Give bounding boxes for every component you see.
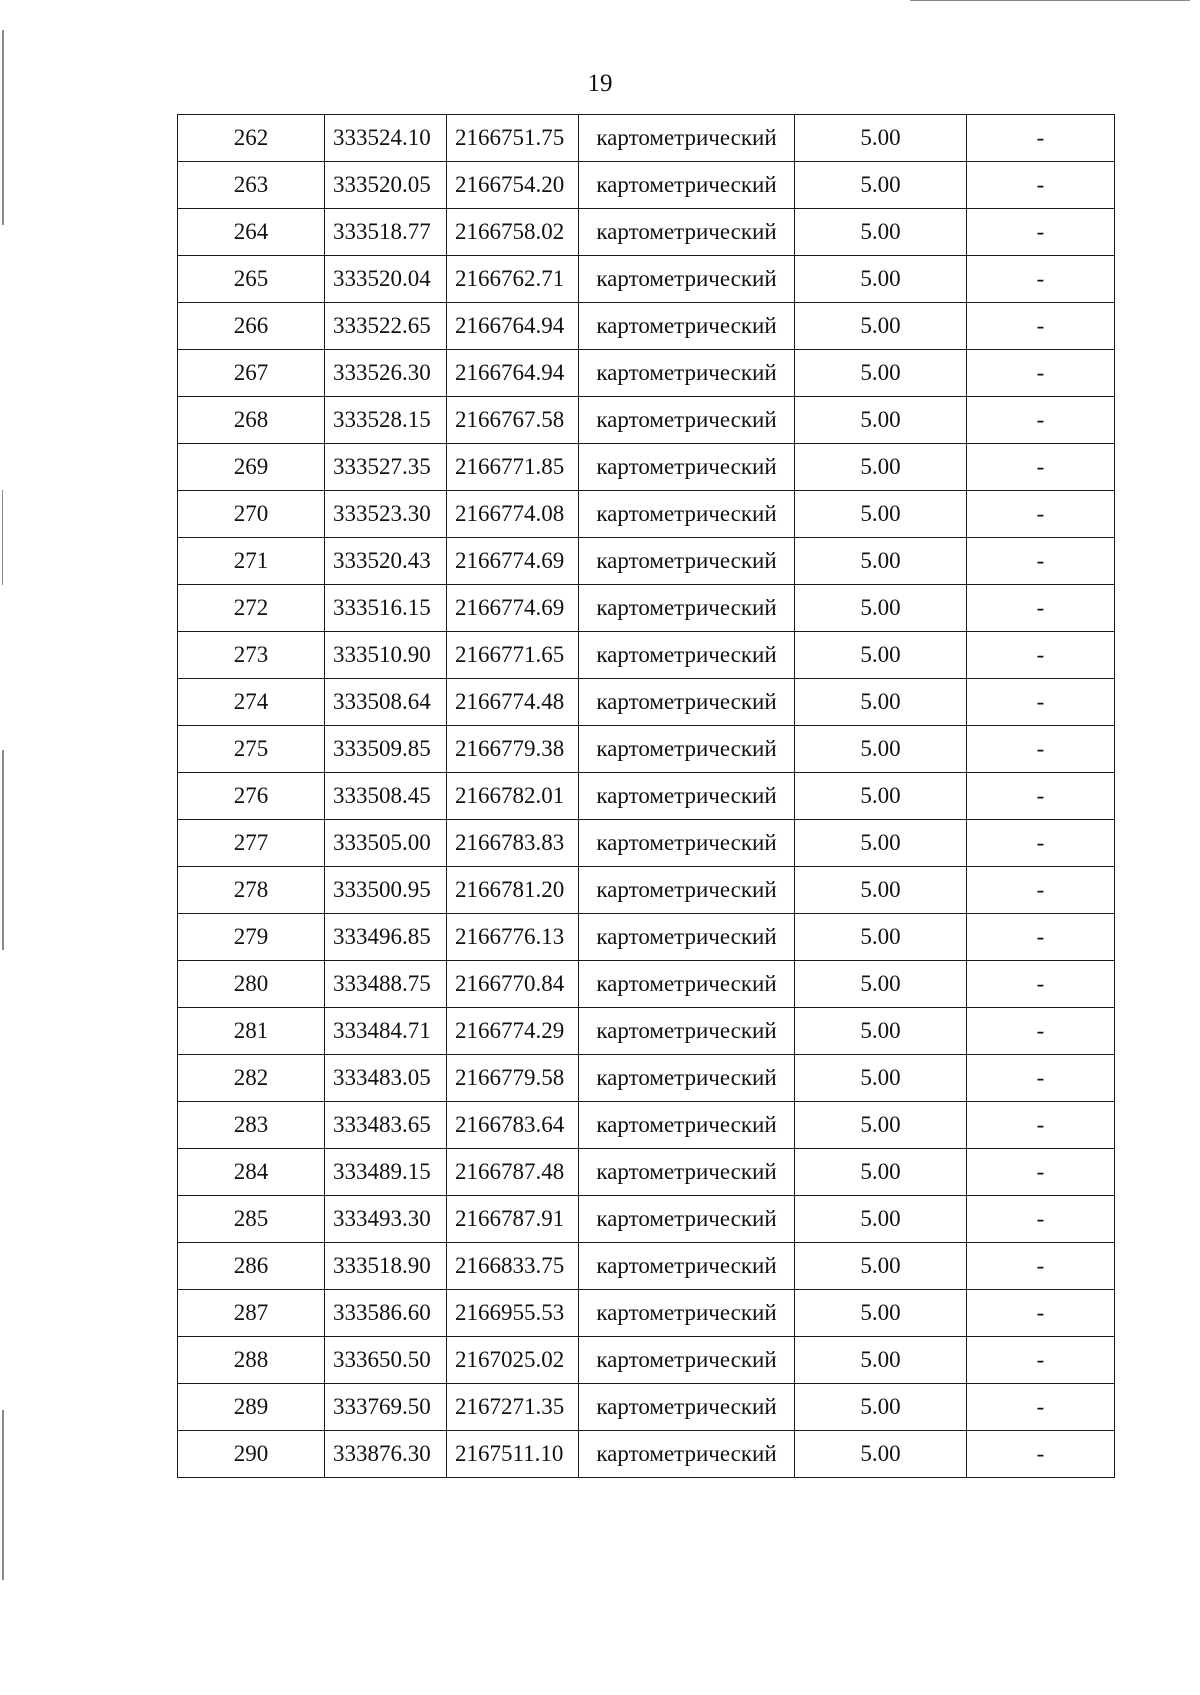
accuracy-cell: 5.00 [795, 679, 967, 726]
method-cell: картометрический [579, 820, 795, 867]
x-coordinate-cell: 333488.75 [325, 961, 447, 1008]
note-cell: - [967, 397, 1115, 444]
y-coordinate-cell: 2166751.75 [447, 115, 579, 162]
note-cell: - [967, 538, 1115, 585]
x-coordinate-cell: 333500.95 [325, 867, 447, 914]
point-number-cell: 271 [178, 538, 325, 585]
note-cell: - [967, 867, 1115, 914]
scan-edge-mark [2, 30, 4, 225]
method-cell: картометрический [579, 961, 795, 1008]
method-cell: картометрический [579, 773, 795, 820]
note-cell: - [967, 256, 1115, 303]
point-number-cell: 272 [178, 585, 325, 632]
point-number-cell: 279 [178, 914, 325, 961]
note-cell: - [967, 1290, 1115, 1337]
accuracy-cell: 5.00 [795, 1243, 967, 1290]
point-number-cell: 265 [178, 256, 325, 303]
x-coordinate-cell: 333650.50 [325, 1337, 447, 1384]
method-cell: картометрический [579, 538, 795, 585]
accuracy-cell: 5.00 [795, 632, 967, 679]
note-cell: - [967, 679, 1115, 726]
y-coordinate-cell: 2166781.20 [447, 867, 579, 914]
accuracy-cell: 5.00 [795, 867, 967, 914]
table-row [178, 867, 1115, 914]
x-coordinate-cell: 333505.00 [325, 820, 447, 867]
table-row [178, 1431, 1115, 1478]
note-cell: - [967, 1243, 1115, 1290]
y-coordinate-cell: 2166774.29 [447, 1008, 579, 1055]
note-cell: - [967, 1384, 1115, 1431]
x-coordinate-cell: 333489.15 [325, 1149, 447, 1196]
point-number-cell: 268 [178, 397, 325, 444]
point-number-cell: 285 [178, 1196, 325, 1243]
note-cell: - [967, 726, 1115, 773]
note-cell: - [967, 209, 1115, 256]
x-coordinate-cell: 333508.64 [325, 679, 447, 726]
point-number-cell: 273 [178, 632, 325, 679]
accuracy-cell: 5.00 [795, 444, 967, 491]
method-cell: картометрический [579, 350, 795, 397]
table-row [178, 397, 1115, 444]
note-cell: - [967, 1337, 1115, 1384]
y-coordinate-cell: 2166779.38 [447, 726, 579, 773]
x-coordinate-cell: 333522.65 [325, 303, 447, 350]
x-coordinate-cell: 333509.85 [325, 726, 447, 773]
method-cell: картометрический [579, 303, 795, 350]
x-coordinate-cell: 333493.30 [325, 1196, 447, 1243]
y-coordinate-cell: 2166833.75 [447, 1243, 579, 1290]
accuracy-cell: 5.00 [795, 820, 967, 867]
x-coordinate-cell: 333520.04 [325, 256, 447, 303]
accuracy-cell: 5.00 [795, 1431, 967, 1478]
accuracy-cell: 5.00 [795, 1008, 967, 1055]
point-number-cell: 264 [178, 209, 325, 256]
accuracy-cell: 5.00 [795, 491, 967, 538]
point-number-cell: 287 [178, 1290, 325, 1337]
table-row [178, 538, 1115, 585]
note-cell: - [967, 961, 1115, 1008]
accuracy-cell: 5.00 [795, 303, 967, 350]
point-number-cell: 290 [178, 1431, 325, 1478]
accuracy-cell: 5.00 [795, 350, 967, 397]
method-cell: картометрический [579, 1384, 795, 1431]
scan-edge-mark [910, 0, 1190, 1]
table-row [178, 1290, 1115, 1337]
note-cell: - [967, 914, 1115, 961]
method-cell: картометрический [579, 1102, 795, 1149]
point-number-cell: 289 [178, 1384, 325, 1431]
x-coordinate-cell: 333586.60 [325, 1290, 447, 1337]
note-cell: - [967, 1102, 1115, 1149]
accuracy-cell: 5.00 [795, 397, 967, 444]
note-cell: - [967, 820, 1115, 867]
x-coordinate-cell: 333526.30 [325, 350, 447, 397]
accuracy-cell: 5.00 [795, 209, 967, 256]
point-number-cell: 269 [178, 444, 325, 491]
y-coordinate-cell: 2167511.10 [447, 1431, 579, 1478]
method-cell: картометрический [579, 115, 795, 162]
point-number-cell: 286 [178, 1243, 325, 1290]
y-coordinate-cell: 2166783.64 [447, 1102, 579, 1149]
note-cell: - [967, 444, 1115, 491]
point-number-cell: 278 [178, 867, 325, 914]
table-row [178, 1008, 1115, 1055]
page-number: 19 [587, 70, 613, 97]
x-coordinate-cell: 333520.43 [325, 538, 447, 585]
method-cell: картометрический [579, 1243, 795, 1290]
method-cell: картометрический [579, 867, 795, 914]
accuracy-cell: 5.00 [795, 115, 967, 162]
table-row [178, 1196, 1115, 1243]
note-cell: - [967, 491, 1115, 538]
accuracy-cell: 5.00 [795, 773, 967, 820]
y-coordinate-cell: 2166774.69 [447, 585, 579, 632]
table-row [178, 961, 1115, 1008]
accuracy-cell: 5.00 [795, 1337, 967, 1384]
y-coordinate-cell: 2166758.02 [447, 209, 579, 256]
accuracy-cell: 5.00 [795, 914, 967, 961]
table-row [178, 1055, 1115, 1102]
x-coordinate-cell: 333518.90 [325, 1243, 447, 1290]
table-row [178, 350, 1115, 397]
y-coordinate-cell: 2166774.48 [447, 679, 579, 726]
note-cell: - [967, 1149, 1115, 1196]
accuracy-cell: 5.00 [795, 538, 967, 585]
point-number-cell: 274 [178, 679, 325, 726]
point-number-cell: 275 [178, 726, 325, 773]
x-coordinate-cell: 333483.65 [325, 1102, 447, 1149]
point-number-cell: 280 [178, 961, 325, 1008]
point-number-cell: 262 [178, 115, 325, 162]
method-cell: картометрический [579, 1196, 795, 1243]
table-row [178, 1337, 1115, 1384]
accuracy-cell: 5.00 [795, 162, 967, 209]
method-cell: картометрический [579, 585, 795, 632]
scan-edge-mark [2, 490, 3, 585]
table-row [178, 679, 1115, 726]
accuracy-cell: 5.00 [795, 1102, 967, 1149]
table-body [178, 115, 1115, 1478]
table-row [178, 444, 1115, 491]
scan-edge-mark [2, 1410, 4, 1580]
y-coordinate-cell: 2166770.84 [447, 961, 579, 1008]
scan-edge-mark [2, 750, 4, 950]
y-coordinate-cell: 2166787.91 [447, 1196, 579, 1243]
point-number-cell: 288 [178, 1337, 325, 1384]
x-coordinate-cell: 333876.30 [325, 1431, 447, 1478]
table-row [178, 1102, 1115, 1149]
accuracy-cell: 5.00 [795, 1149, 967, 1196]
y-coordinate-cell: 2166771.85 [447, 444, 579, 491]
coordinates-table [177, 114, 1115, 1478]
note-cell: - [967, 1196, 1115, 1243]
accuracy-cell: 5.00 [795, 961, 967, 1008]
y-coordinate-cell: 2166764.94 [447, 303, 579, 350]
y-coordinate-cell: 2166955.53 [447, 1290, 579, 1337]
accuracy-cell: 5.00 [795, 1055, 967, 1102]
note-cell: - [967, 1431, 1115, 1478]
method-cell: картометрический [579, 256, 795, 303]
table-row [178, 1384, 1115, 1431]
y-coordinate-cell: 2166783.83 [447, 820, 579, 867]
accuracy-cell: 5.00 [795, 585, 967, 632]
x-coordinate-cell: 333769.50 [325, 1384, 447, 1431]
x-coordinate-cell: 333523.30 [325, 491, 447, 538]
x-coordinate-cell: 333520.05 [325, 162, 447, 209]
note-cell: - [967, 585, 1115, 632]
x-coordinate-cell: 333518.77 [325, 209, 447, 256]
note-cell: - [967, 162, 1115, 209]
point-number-cell: 282 [178, 1055, 325, 1102]
y-coordinate-cell: 2166774.08 [447, 491, 579, 538]
table-row [178, 820, 1115, 867]
x-coordinate-cell: 333527.35 [325, 444, 447, 491]
y-coordinate-cell: 2166776.13 [447, 914, 579, 961]
y-coordinate-cell: 2166771.65 [447, 632, 579, 679]
y-coordinate-cell: 2166754.20 [447, 162, 579, 209]
point-number-cell: 263 [178, 162, 325, 209]
y-coordinate-cell: 2167025.02 [447, 1337, 579, 1384]
x-coordinate-cell: 333510.90 [325, 632, 447, 679]
x-coordinate-cell: 333484.71 [325, 1008, 447, 1055]
table-row [178, 256, 1115, 303]
method-cell: картометрический [579, 914, 795, 961]
note-cell: - [967, 1055, 1115, 1102]
method-cell: картометрический [579, 1337, 795, 1384]
point-number-cell: 284 [178, 1149, 325, 1196]
note-cell: - [967, 115, 1115, 162]
method-cell: картометрический [579, 632, 795, 679]
accuracy-cell: 5.00 [795, 1196, 967, 1243]
method-cell: картометрический [579, 679, 795, 726]
x-coordinate-cell: 333508.45 [325, 773, 447, 820]
accuracy-cell: 5.00 [795, 1384, 967, 1431]
method-cell: картометрический [579, 491, 795, 538]
table-row [178, 303, 1115, 350]
point-number-cell: 281 [178, 1008, 325, 1055]
x-coordinate-cell: 333516.15 [325, 585, 447, 632]
y-coordinate-cell: 2166774.69 [447, 538, 579, 585]
table-row [178, 632, 1115, 679]
method-cell: картометрический [579, 1055, 795, 1102]
y-coordinate-cell: 2166779.58 [447, 1055, 579, 1102]
point-number-cell: 270 [178, 491, 325, 538]
note-cell: - [967, 773, 1115, 820]
x-coordinate-cell: 333483.05 [325, 1055, 447, 1102]
y-coordinate-cell: 2166782.01 [447, 773, 579, 820]
note-cell: - [967, 350, 1115, 397]
point-number-cell: 266 [178, 303, 325, 350]
method-cell: картометрический [579, 1149, 795, 1196]
table-row [178, 115, 1115, 162]
table-row [178, 726, 1115, 773]
x-coordinate-cell: 333528.15 [325, 397, 447, 444]
table-row [178, 162, 1115, 209]
table-row [178, 1149, 1115, 1196]
point-number-cell: 283 [178, 1102, 325, 1149]
table-row [178, 491, 1115, 538]
method-cell: картометрический [579, 726, 795, 773]
method-cell: картометрический [579, 1008, 795, 1055]
x-coordinate-cell: 333496.85 [325, 914, 447, 961]
note-cell: - [967, 1008, 1115, 1055]
y-coordinate-cell: 2167271.35 [447, 1384, 579, 1431]
table-row [178, 773, 1115, 820]
point-number-cell: 277 [178, 820, 325, 867]
y-coordinate-cell: 2166767.58 [447, 397, 579, 444]
y-coordinate-cell: 2166764.94 [447, 350, 579, 397]
point-number-cell: 276 [178, 773, 325, 820]
method-cell: картометрический [579, 444, 795, 491]
table-row [178, 585, 1115, 632]
method-cell: картометрический [579, 162, 795, 209]
method-cell: картометрический [579, 1431, 795, 1478]
accuracy-cell: 5.00 [795, 1290, 967, 1337]
note-cell: - [967, 303, 1115, 350]
y-coordinate-cell: 2166762.71 [447, 256, 579, 303]
accuracy-cell: 5.00 [795, 726, 967, 773]
table-row [178, 914, 1115, 961]
x-coordinate-cell: 333524.10 [325, 115, 447, 162]
method-cell: картометрический [579, 209, 795, 256]
method-cell: картометрический [579, 1290, 795, 1337]
accuracy-cell: 5.00 [795, 256, 967, 303]
method-cell: картометрический [579, 397, 795, 444]
y-coordinate-cell: 2166787.48 [447, 1149, 579, 1196]
note-cell: - [967, 632, 1115, 679]
table-row [178, 209, 1115, 256]
point-number-cell: 267 [178, 350, 325, 397]
table-row [178, 1243, 1115, 1290]
